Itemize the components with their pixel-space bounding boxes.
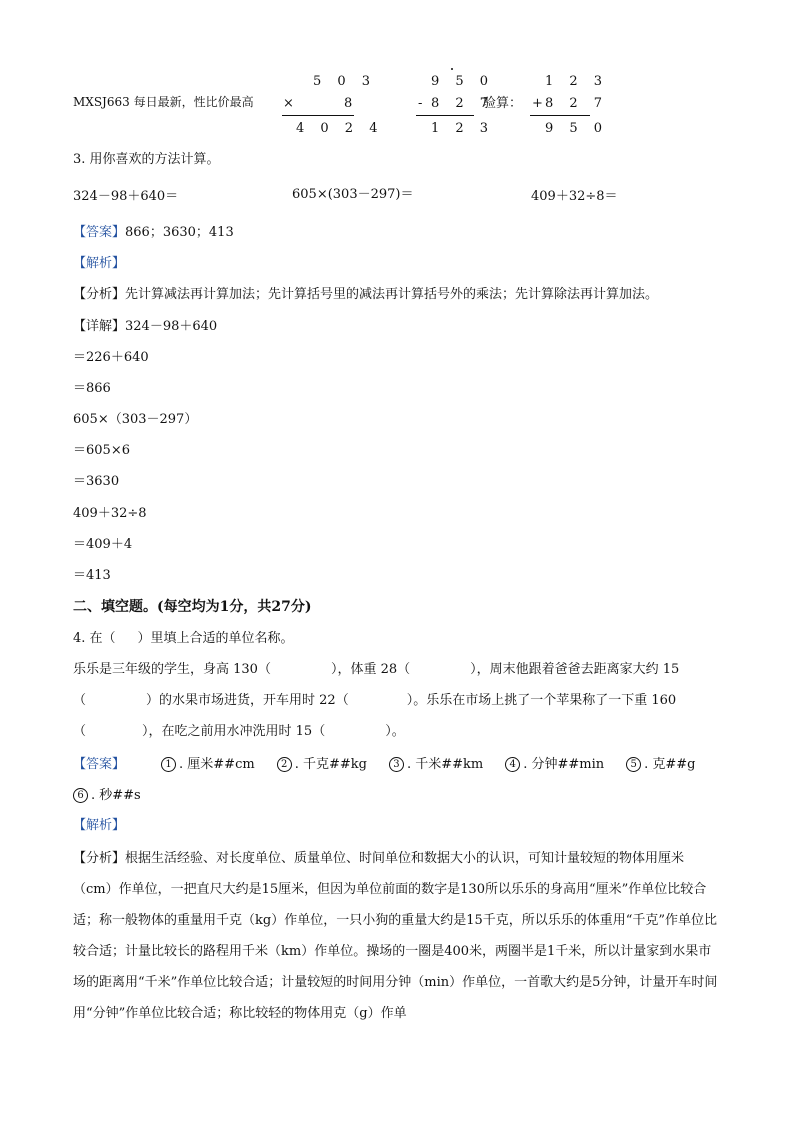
q3-analysis-tag: 【解析】 [73, 256, 126, 271]
q4-line2-a: （ [73, 693, 87, 708]
q4-line2 [73, 694, 676, 707]
q3-answer [73, 226, 234, 239]
q4-line1-b: ），体重 28（ [330, 662, 411, 677]
answer-text-1: . 厘米##cm [179, 757, 255, 772]
sub-bottom: 8 2 7 [431, 96, 495, 111]
answer-item-4 [505, 757, 604, 772]
detail-step-0: 324－98＋640 [125, 319, 218, 334]
q4-line2-c: ）。乐乐在市场上挑了一个苹果称了一下重 160 [406, 693, 677, 708]
mult-bottom: 8 [344, 96, 353, 111]
answer-text-5: . 克##g [644, 757, 696, 772]
mult-result: 4 0 2 4 [296, 121, 384, 136]
q3-title: 3. 用你喜欢的方法计算。 [73, 152, 220, 167]
answer-text-6: . 秒##s [91, 788, 141, 803]
detail-step-5: ＝3630 [73, 474, 120, 489]
mult-top: 5 0 3 [313, 74, 377, 89]
q3-expr2: 605×(303－297)＝ [292, 187, 414, 202]
q4-line1 [73, 663, 679, 676]
q4-line3-a: （ [73, 724, 87, 739]
answer-num-2: 2 [277, 757, 292, 772]
answer-num-3: 3 [389, 757, 404, 772]
detail-step-4: ＝605×6 [73, 443, 130, 458]
sub-result: 1 2 3 [431, 121, 495, 136]
answer-item-2 [277, 757, 367, 772]
answer-num-1: 1 [161, 757, 176, 772]
add-top: 1 2 3 [545, 74, 609, 89]
sub-divider [416, 115, 474, 116]
answer-text: 866；3630；413 [125, 225, 234, 240]
q4-line1-c: ），周末他跟着爸爸去距离家大约 15 [470, 662, 680, 677]
sub-operator: - [418, 96, 423, 111]
answer-text-2: . 千克##kg [294, 757, 367, 772]
q4-fenxi-text: 根据生活经验、对长度单位、质量单位、时间单位和数据大小的认识，可知计量较短的物体用厘米（cm）作单位，一把直尺大约是15厘米，但因为单位前面的数字是130所以乐乐的身高用“厘米”作单位比较合适；称一般物体的重量用千克（kg）作单位，一只小狗的重量大约是15千克，所以乐乐的体重用“千克”作单位比较合适；计量比较长的路程用千米（km）作单位。操场的一圈是400米，两圈半是1千米，所以计量家到水果市场的距离用“千米”作单位比较合适；计量较短的时间用分钟（min）作单位，一首歌大约是5分钟，计量开车时间用“分钟”作单位比较合适；称比较轻的物体用克（g）作单 [73, 851, 718, 1021]
header-watermark: MXSJ663 每日最新，性比价最高 [73, 95, 254, 109]
mult-divider [282, 115, 354, 116]
detail-step-1: ＝226＋640 [73, 350, 149, 365]
q4-fenxi [73, 843, 723, 1029]
q4-line3-b: ），在吃之前用水冲洗用时 15（ [142, 724, 326, 739]
q4-title-b: ）里填上合适的单位名称。 [137, 631, 294, 646]
q4-analysis-tag: 【解析】 [73, 818, 126, 833]
q4-title [73, 632, 294, 645]
check-label: 验算： [483, 96, 523, 111]
add-result: 9 5 0 [545, 121, 609, 136]
q4-line2-b: ）的水果市场进货，开车用时 22（ [146, 693, 349, 708]
detail-tag: 【详解】 [73, 319, 126, 334]
answer-num-6: 6 [73, 788, 88, 803]
add-operator: + [532, 96, 543, 111]
answer-text-4: . 分钟##min [523, 757, 605, 772]
add-divider [530, 115, 590, 116]
q3-expr3: 409＋32÷8＝ [531, 189, 618, 204]
fenxi-text: 先计算减法再计算加法；先计算括号里的减法再计算括号外的乘法；先计算除法再计算加法。 [125, 287, 659, 302]
fenxi-tag: 【分析】 [73, 287, 126, 302]
q3-detail-line [73, 320, 217, 333]
detail-step-3: 605×（303－297） [73, 412, 198, 427]
q3-expr1: 324－98＋640＝ [73, 189, 179, 204]
q4-line3-c: ）。 [385, 724, 405, 739]
q4-answer-row [73, 757, 696, 772]
section2-title: 二、填空题。(每空均为1分，共27分) [73, 599, 312, 615]
answer-text-3: . 千米##km [406, 757, 484, 772]
detail-step-6: 409＋32÷8 [73, 506, 147, 521]
q3-fenxi [73, 288, 658, 301]
q4-answer-tag: 【答案】 [73, 757, 126, 772]
detail-step-8: ＝413 [73, 568, 111, 583]
q4-answer-row-2 [73, 788, 141, 803]
add-bottom: 8 2 7 [545, 96, 609, 111]
q4-fenxi-tag: 【分析】 [73, 851, 126, 866]
detail-step-2: ＝866 [73, 381, 111, 396]
answer-item-3 [389, 757, 483, 772]
answer-item-5 [626, 757, 695, 772]
answer-tag: 【答案】 [73, 225, 126, 240]
q4-title-a: 4. 在（ [73, 631, 116, 646]
borrow-dot [451, 68, 453, 70]
answer-num-5: 5 [626, 757, 641, 772]
q4-line1-a: 乐乐是三年级的学生，身高 130（ [73, 662, 271, 677]
answer-item-6 [73, 788, 141, 803]
answer-item-1 [161, 757, 255, 772]
sub-top: 9 5 0 [431, 74, 495, 89]
q4-line3 [73, 725, 405, 738]
detail-step-7: ＝409＋4 [73, 537, 133, 552]
mult-operator: × [283, 96, 294, 111]
answer-num-4: 4 [505, 757, 520, 772]
